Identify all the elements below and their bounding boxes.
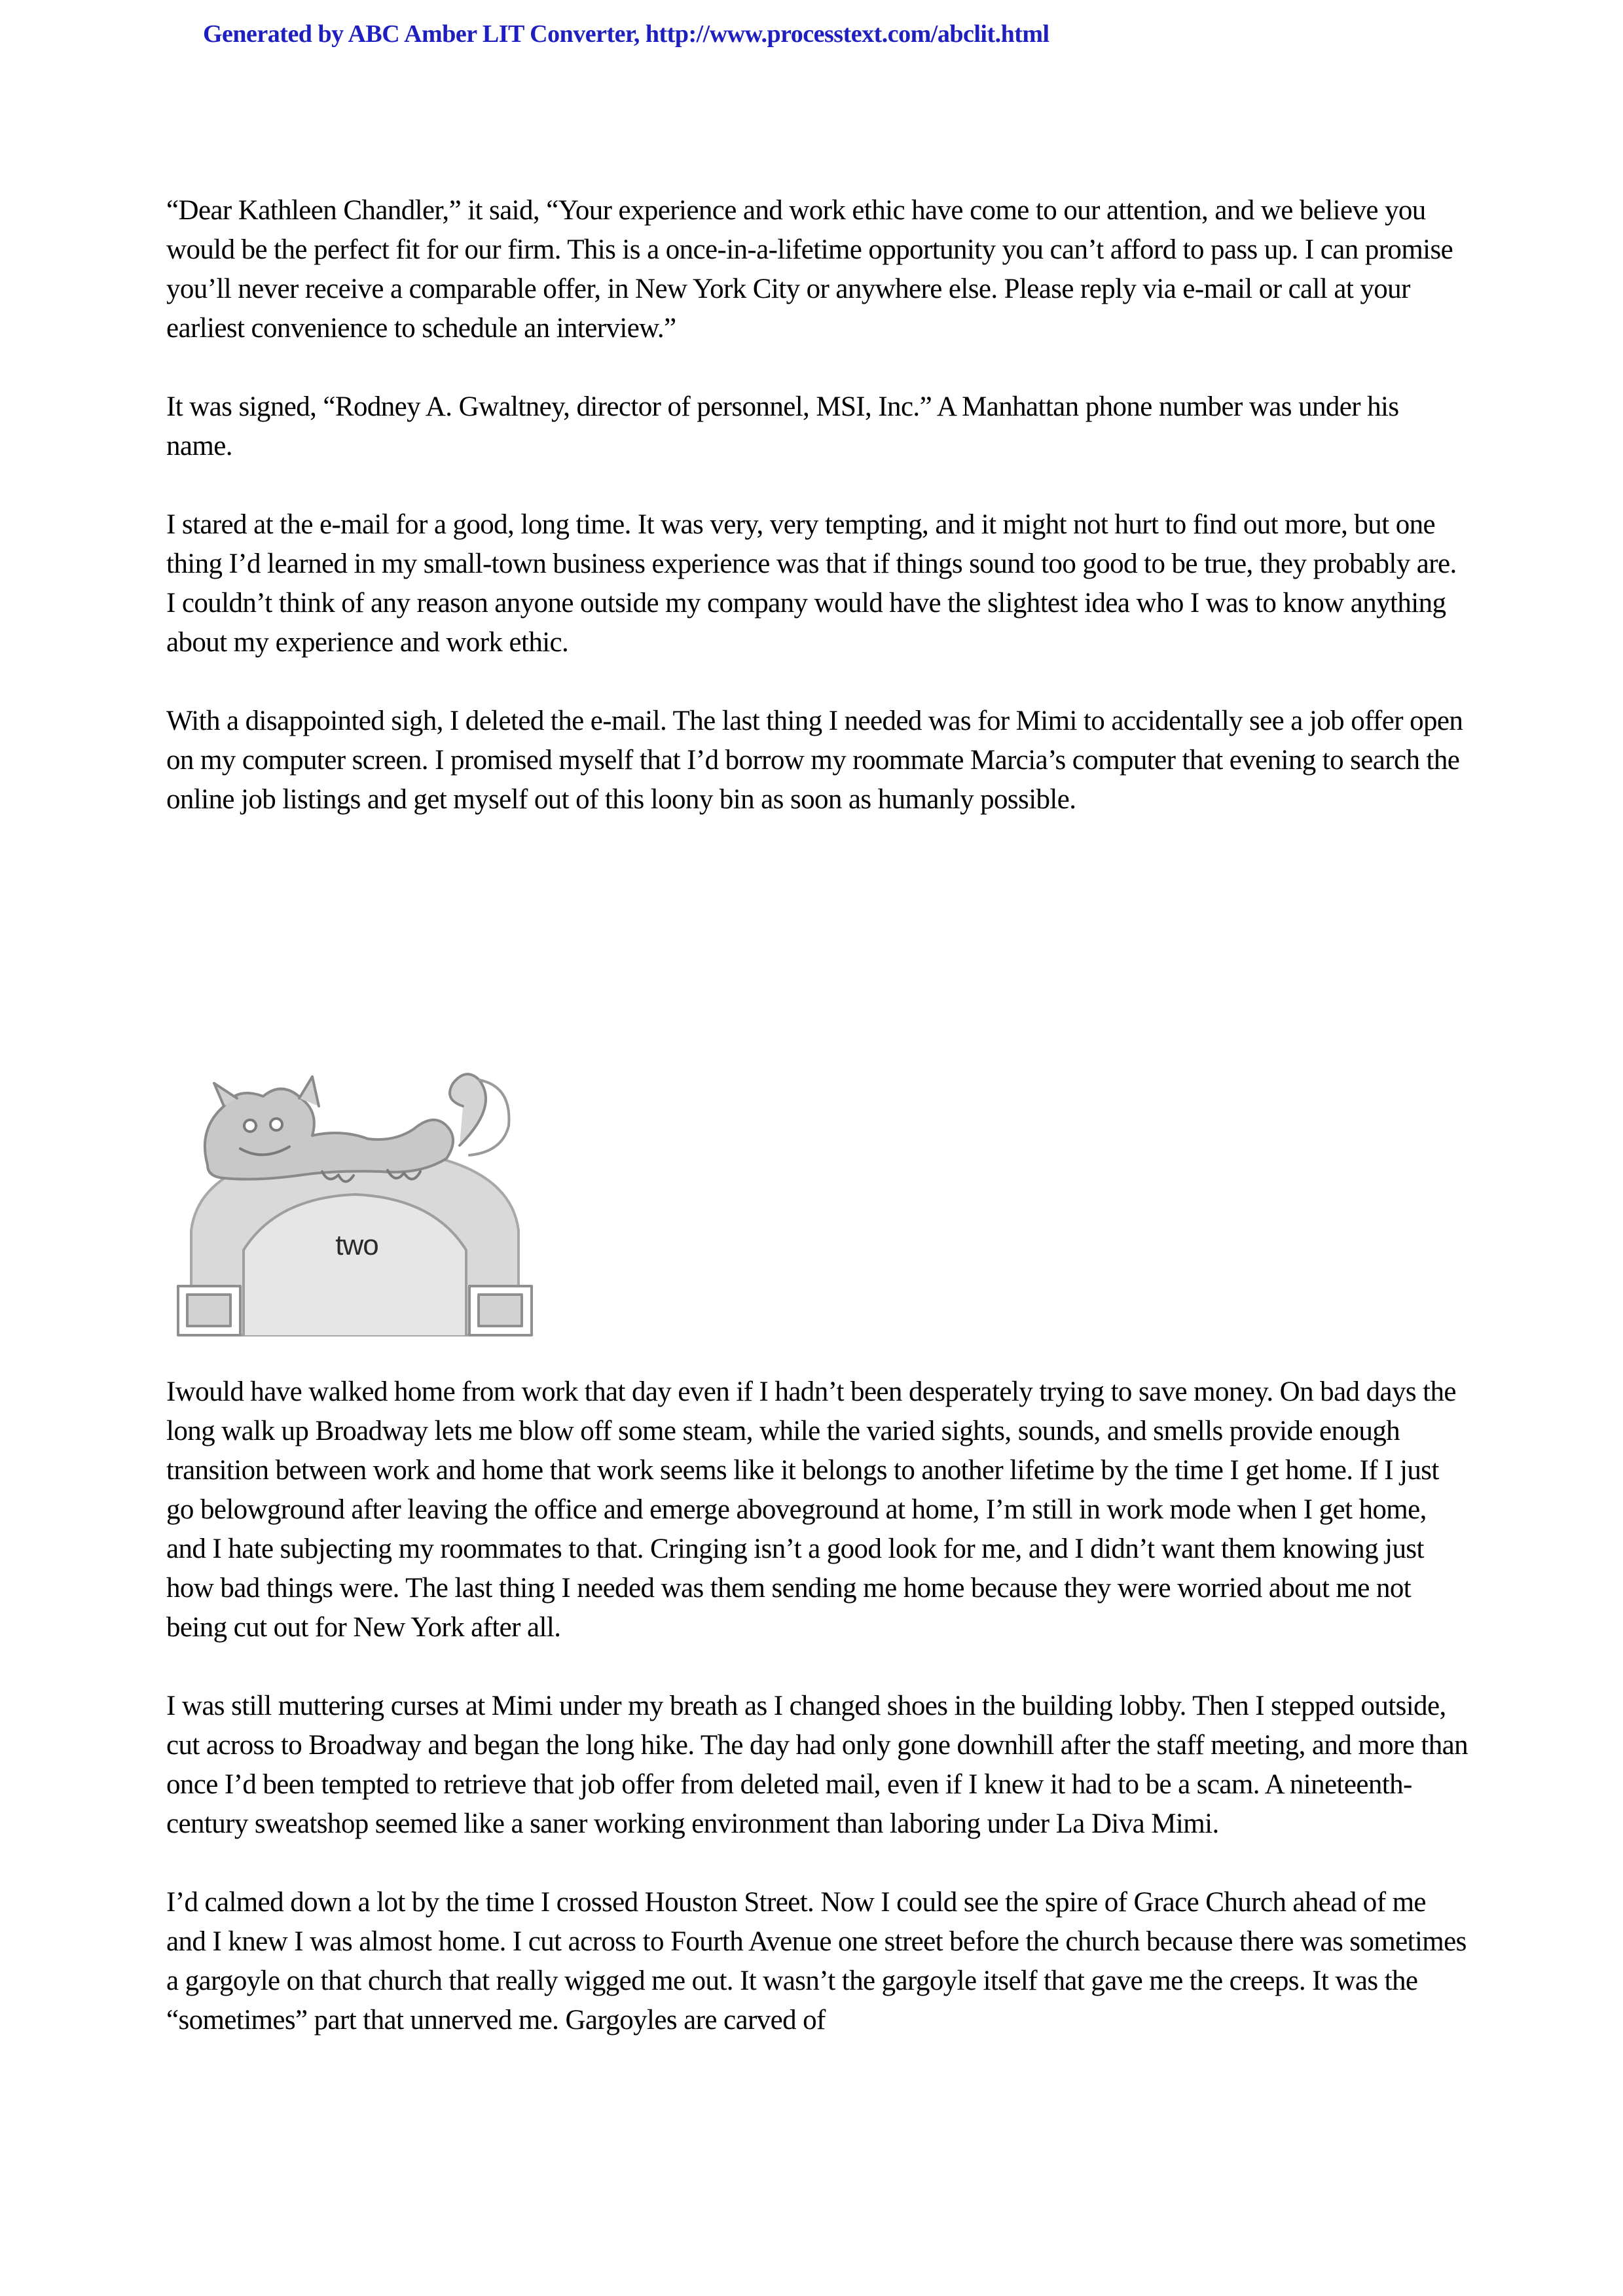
paragraph-deleted: With a disappointed sigh, I deleted the e-mail. The last thing I needed was for Mimi to accidentally see a job offer open on my computer screen. I promised myself that I’d borrow my roommate Marcia’s computer that evening to search the online job listings and get myself out of this loony bin as soon as humanly possible.: [166, 706, 1463, 815]
text-block-bottom: [166, 1372, 1469, 2040]
text-block-top: [166, 191, 1469, 819]
chapter-number-label: two: [335, 1229, 378, 1261]
paragraph-walked-home: Iwould have walked home from work that day even if I hadn’t been desperately trying to save money. On bad days the long walk up Broadway lets me blow off some steam, while the varied sights, sounds, and smells provide enough transition between work and home that work seems like it belongs to another lifetime by the time I get home. If I just go belowground after leaving the office and emerge aboveground at home, I’m still in work mode when I get home, and I hate subjecting my roommates to that. Cringing isn’t a good look for me, and I didn’t want them knowing just how bad things were. The last thing I needed was them sending me home because they were worried about me not being cut out for New York after all.: [166, 1376, 1456, 1643]
paragraph-letter: “Dear Kathleen Chandler,” it said, “Your experience and work ethic have come to our attention, and we believe you would be the perfect fit for our firm. This is a once-in-a-lifetime opportunity you can’t afford to pass up. I can promise you’ll never receive a comparable offer, in New York City or anywhere else. Please reply via e-mail or call at your earliest convenience to schedule an interview.”: [166, 195, 1453, 344]
paragraph-muttering: I was still muttering curses at Mimi under my breath as I changed shoes in the building lobby. Then I stepped outside, cut across to Broadway and began the long hike. The day had only gone downhill after the staff meeting, and more than once I’d been tempted to retrieve that job offer from deleted mail, even if I knew it had to be a scam. A nineteenth-century sweatshop seemed like a saner working environment than laboring under La Diva Mimi.: [166, 1691, 1468, 1839]
paragraph-signature: It was signed, “Rodney A. Gwaltney, director of personnel, MSI, Inc.” A Manhattan phone number was under his name.: [166, 391, 1399, 461]
paragraph-houston-street: I’d calmed down a lot by the time I crossed Houston Street. Now I could see the spire of Grace Church ahead of me and I knew I was almost home. I cut across to Fourth Avenue one street before the church because there was sometimes a gargoyle on that church that really wigged me out. It wasn’t the gargoyle itself that gave me the creeps. It was the “sometimes” part that unnerved me. Gargoyles are carved of: [166, 1887, 1467, 2036]
gargoyle-arch-illustration-icon: [172, 1067, 538, 1345]
chapter-heading-illustration: [172, 1067, 538, 1345]
converter-header: Generated by ABC Amber LIT Converter, http://www.processtext.com/abclit.html: [203, 20, 1049, 48]
paragraph-stared: I stared at the e-mail for a good, long time. It was very, very tempting, and it might not hurt to find out more, but one thing I’d learned in my small-town business experience was that if things sound too good to be true, they probably are. I couldn’t think of any reason anyone outside my company would have the slightest idea who I was to know anything about my experience and work ethic.: [166, 509, 1457, 658]
